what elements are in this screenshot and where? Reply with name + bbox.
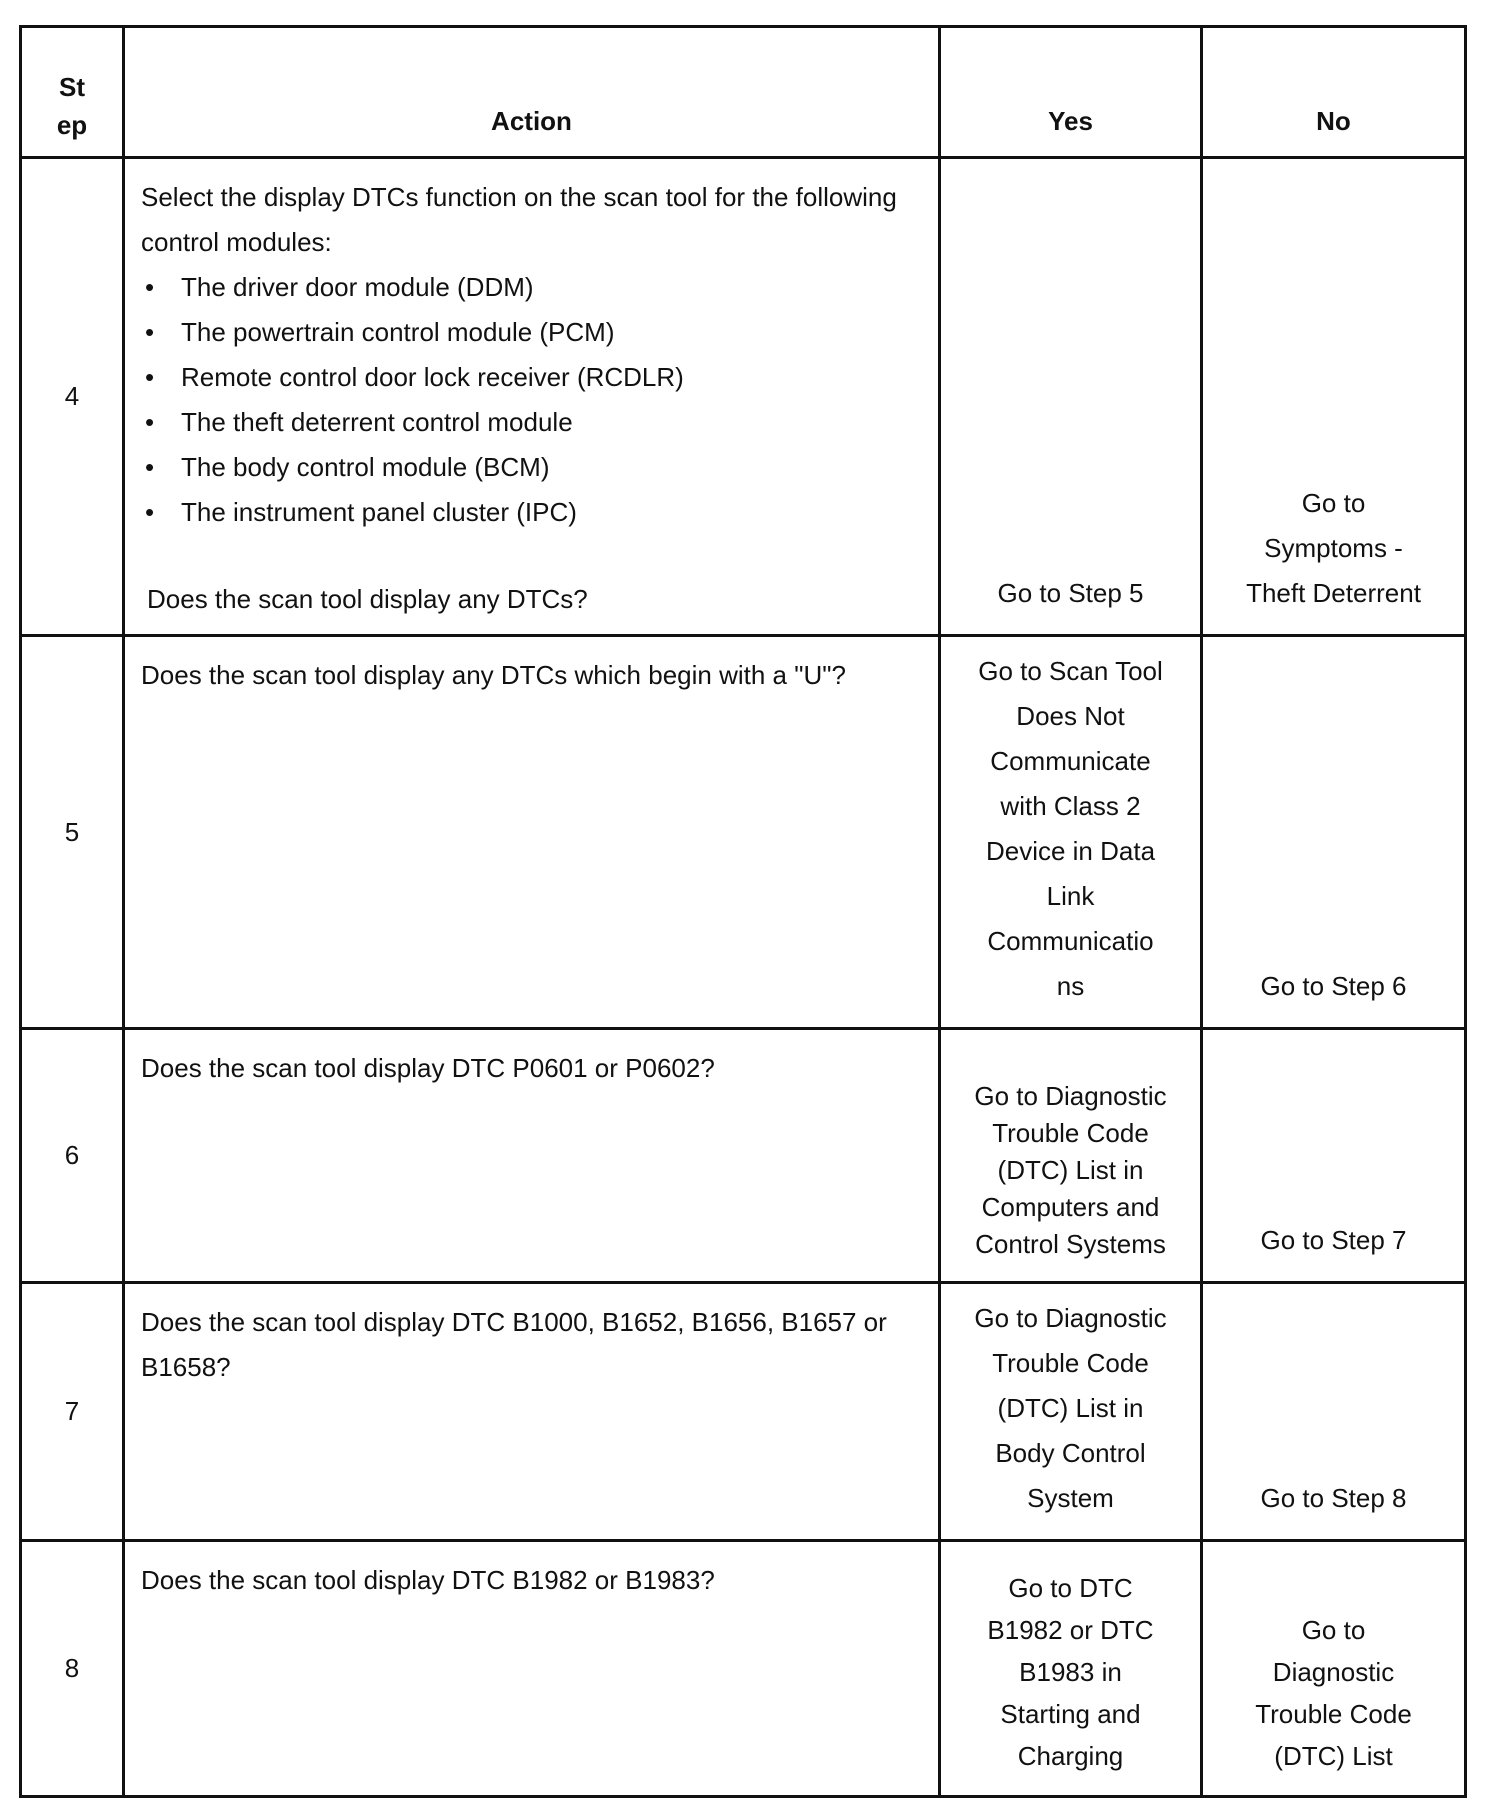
bullet-icon: • <box>145 272 155 302</box>
step-number: 4 <box>21 158 124 636</box>
action-cell <box>124 636 940 1029</box>
yes-cell: Go to Diagnostic Trouble Code (DTC) List in Body Control System <box>940 1283 1202 1541</box>
step-number: 8 <box>21 1541 124 1797</box>
table-row <box>21 1541 1466 1797</box>
action-text: Does the scan tool display DTC B1000, B1652, B1656, B1657 or B1658? <box>141 1307 887 1382</box>
step-number: 6 <box>21 1029 124 1283</box>
action-intro: Select the display DTCs function on the scan tool for the following control modules: <box>141 182 897 257</box>
yes-cell: Go to Diagnostic Trouble Code (DTC) List in Computers and Control Systems <box>940 1029 1202 1283</box>
step-number: 5 <box>21 636 124 1029</box>
bullet-icon: • <box>145 317 155 347</box>
action-cell <box>124 158 940 636</box>
module-list <box>141 265 922 535</box>
bullet-icon: • <box>145 497 155 527</box>
action-text: Does the scan tool display any DTCs which begin with a "U"? <box>141 660 846 690</box>
table-row <box>21 158 1466 636</box>
header-step: St ep <box>21 27 124 158</box>
no-cell: Go to Diagnostic Trouble Code (DTC) List <box>1202 1541 1466 1797</box>
bullet-icon: • <box>145 407 155 437</box>
no-cell: Go to Step 7 <box>1202 1029 1466 1283</box>
step-number: 7 <box>21 1283 124 1541</box>
action-cell <box>124 1029 940 1283</box>
table-row <box>21 1283 1466 1541</box>
bullet-icon: • <box>145 362 155 392</box>
action-text: Does the scan tool display DTC P0601 or P0602? <box>141 1053 715 1083</box>
action-text: Does the scan tool display DTC B1982 or B1983? <box>141 1565 715 1595</box>
list-item: • The body control module (BCM) <box>141 445 922 490</box>
no-cell: Go to Step 6 <box>1202 636 1466 1029</box>
no-cell: Go to Step 8 <box>1202 1283 1466 1541</box>
action-cell <box>124 1283 940 1541</box>
no-cell: Go to Symptoms - Theft Deterrent <box>1202 158 1466 636</box>
yes-cell: Go to DTC B1982 or DTC B1983 in Starting and Charging <box>940 1541 1202 1797</box>
header-action: Action <box>124 27 940 158</box>
list-item: • The theft deterrent control module <box>141 400 922 445</box>
yes-cell: Go to Scan Tool Does Not Communicate with Class 2 Device in Data Link Communicatio ns <box>940 636 1202 1029</box>
list-item: • The powertrain control module (PCM) <box>141 310 922 355</box>
header-yes: Yes <box>940 27 1202 158</box>
table-row <box>21 1029 1466 1283</box>
action-cell <box>124 1541 940 1797</box>
header-row <box>21 27 1466 158</box>
action-question: Does the scan tool display any DTCs? <box>147 584 588 614</box>
bullet-icon: • <box>145 452 155 482</box>
diagnostic-table <box>19 25 1467 1798</box>
header-no: No <box>1202 27 1466 158</box>
list-item: • The driver door module (DDM) <box>141 265 922 310</box>
list-item: • Remote control door lock receiver (RCDLR) <box>141 355 922 400</box>
yes-cell: Go to Step 5 <box>940 158 1202 636</box>
table-row <box>21 636 1466 1029</box>
list-item: • The instrument panel cluster (IPC) <box>141 490 922 535</box>
